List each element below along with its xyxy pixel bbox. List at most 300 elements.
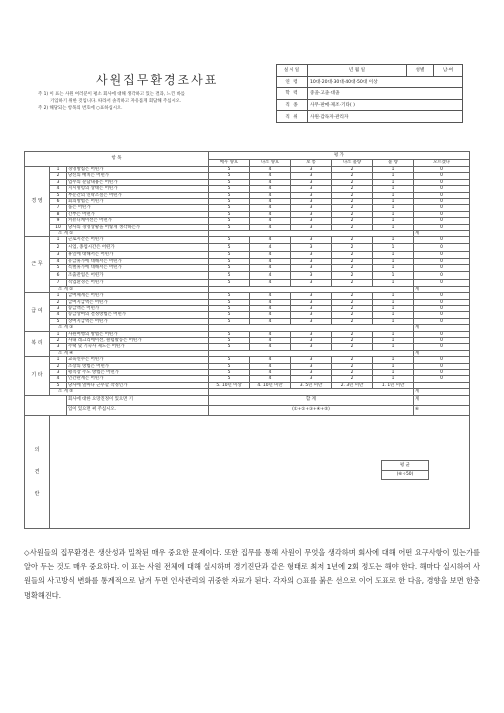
item-number: 8 — [50, 211, 67, 217]
score-option[interactable]: 1 — [373, 299, 414, 305]
item-text: 상여지급액은 어떤가 — [67, 318, 209, 324]
score-option[interactable]: 1 — [373, 205, 414, 211]
subtotal-total[interactable]: 계 — [414, 389, 470, 395]
score-option[interactable]: 3 — [291, 186, 332, 192]
score-option[interactable]: 5 — [209, 376, 250, 382]
score-option[interactable]: 0 — [414, 252, 470, 258]
score-option[interactable]: 0 — [414, 369, 470, 375]
rank-label: 직 위 — [277, 111, 308, 123]
score-option[interactable]: 3 — [291, 243, 332, 252]
item-number: 6 — [50, 271, 67, 280]
score-option[interactable]: 3 — [291, 280, 332, 286]
score-option[interactable]: 5 — [209, 271, 250, 280]
score-option[interactable]: 1 — [373, 167, 414, 173]
score-option[interactable]: 1 — [373, 173, 414, 179]
score-option[interactable]: 2 — [332, 369, 373, 375]
score-option[interactable]: 0 — [414, 167, 470, 173]
subtotal-label: 소 계 ③ — [50, 325, 209, 331]
scale-header: 모르겠다 — [414, 159, 470, 167]
subtotal-label: 소 계 ② — [50, 286, 209, 292]
score-option[interactable]: 0 — [414, 363, 470, 369]
score-option[interactable]: 2 — [332, 331, 373, 337]
score-option[interactable]: 3 — [291, 271, 332, 280]
score-option[interactable]: 1 — [373, 243, 414, 252]
item-text: 유급휴가에 대해서는 어떤가 — [67, 258, 209, 264]
subtotal-total[interactable]: 계 — [414, 325, 470, 331]
item-text: 커뮤니케이션은 어떤가 — [67, 218, 209, 224]
score-option[interactable]: 0 — [414, 224, 470, 230]
average-box — [381, 460, 429, 480]
item-text: 사내 레크리에이션, 클럽활동은 어떤가 — [67, 337, 209, 343]
score-option[interactable]: 0 — [414, 312, 470, 318]
score-option[interactable]: 1 — [373, 192, 414, 198]
score-option[interactable]: 2 — [332, 224, 373, 230]
item-number: 3 — [50, 252, 67, 258]
comment-line: 입이 있으면 써 주십시오. — [67, 405, 209, 415]
score-option[interactable]: 1. 1년 미만 — [373, 382, 414, 388]
score-option[interactable]: 2 — [332, 218, 373, 224]
score-option[interactable]: 5 — [209, 237, 250, 243]
score-option[interactable]: 5 — [209, 312, 250, 318]
item-number: 5 — [50, 382, 67, 388]
item-number: 9 — [50, 218, 67, 224]
score-option[interactable]: 2 — [332, 280, 373, 286]
item-number: 1 — [50, 357, 67, 363]
score-option[interactable]: 5 — [209, 363, 250, 369]
score-option[interactable]: 3 — [291, 205, 332, 211]
score-option[interactable]: 5 — [209, 211, 250, 217]
item-text: 경영방침은 어떤가 — [67, 167, 209, 173]
score-option[interactable]: 2 — [332, 167, 373, 173]
item-number: 1 — [50, 331, 67, 337]
item-text: 승급액은 어떤가 — [67, 305, 209, 311]
score-option[interactable]: 4 — [250, 173, 291, 179]
date-label: 실시일 — [277, 65, 308, 77]
score-option[interactable]: 3 — [291, 265, 332, 271]
score-option[interactable]: 1 — [373, 265, 414, 271]
score-option[interactable]: 5 — [209, 252, 250, 258]
score-option[interactable]: 2 — [332, 363, 373, 369]
item-number: 2 — [50, 363, 67, 369]
subtotal-total[interactable]: 계 — [414, 286, 470, 292]
score-option[interactable]: 5 — [209, 167, 250, 173]
score-option[interactable]: 4 — [250, 337, 291, 343]
score-option[interactable]: 4 — [250, 299, 291, 305]
score-option[interactable]: 2. 3년 미만 — [332, 382, 373, 388]
score-option[interactable]: 3 — [291, 357, 332, 363]
subtotal-label: 소 계 ⑤ — [50, 389, 209, 395]
score-option[interactable]: 0 — [414, 357, 470, 363]
instruction-line: 주 1) 이 표는 사원 여러분이 평소 회사에 대해 생각하고 있는 결과, 느낀 바를 — [38, 92, 186, 97]
scale-header: 불 량 — [373, 159, 414, 167]
score-option[interactable]: 0 — [414, 318, 470, 324]
score-option[interactable]: 0 — [414, 218, 470, 224]
subtotal-total[interactable]: 계 — [414, 350, 470, 356]
score-option[interactable]: 3 — [291, 167, 332, 173]
gender-label: 성별 — [407, 65, 434, 77]
section-label: 경 영 — [25, 167, 50, 237]
score-option[interactable]: 3 — [291, 312, 332, 318]
score-option[interactable]: 0 — [414, 186, 470, 192]
score-option[interactable]: 1 — [373, 211, 414, 217]
score-option[interactable]: 3 — [291, 218, 332, 224]
score-option[interactable]: 1 — [373, 271, 414, 280]
score-option[interactable]: 5 — [209, 192, 250, 198]
opinion-label-char: 견 — [34, 468, 40, 475]
item-text: 승급상여의 결정방법은 어떤가 — [67, 312, 209, 318]
respondent-info-table — [276, 64, 463, 123]
score-option[interactable]: 4 — [250, 344, 291, 350]
section-label: 근 무 — [25, 237, 50, 293]
score-option[interactable]: 4 — [250, 243, 291, 252]
subtotal-total[interactable]: 계 — [414, 231, 470, 237]
score-option[interactable]: 3 — [291, 331, 332, 337]
section-label: 기 타 — [25, 357, 50, 395]
score-option[interactable]: 4 — [250, 376, 291, 382]
item-number: 3 — [50, 179, 67, 185]
item-number: 6 — [50, 199, 67, 205]
item-text: 시업, 종업시간은 어떤가 — [67, 243, 209, 252]
score-option[interactable]: 5 — [209, 293, 250, 299]
score-option[interactable]: 0 — [414, 192, 470, 198]
score-option[interactable]: 2 — [332, 344, 373, 350]
age-label: 연 령 — [277, 76, 308, 88]
score-option[interactable]: 0 — [414, 258, 470, 264]
age-field[interactable]: 10대·20대·30대·40대·50대 이상 — [308, 76, 463, 88]
item-text: 당사에 얼마나 근무할 작정인가 — [67, 382, 209, 388]
scale-header: 매우 양호 — [209, 159, 250, 167]
score-option[interactable]: 5 — [209, 299, 250, 305]
score-option[interactable]: 4 — [250, 179, 291, 185]
score-option[interactable]: 2 — [332, 357, 373, 363]
score-option[interactable]: 1 — [373, 363, 414, 369]
score-option[interactable]: 0 — [414, 337, 470, 343]
item-number: 5 — [50, 192, 67, 198]
score-option[interactable]: 2 — [332, 192, 373, 198]
score-option[interactable]: 4 — [250, 258, 291, 264]
score-option[interactable]: 3 — [291, 318, 332, 324]
item-number: 10 — [50, 224, 67, 230]
average-label: 평 균 — [382, 461, 429, 471]
grand-total-formula: (①+②+③+④+⑤) — [209, 405, 414, 415]
score-option[interactable]: 1 — [373, 357, 414, 363]
section-label: 복 리 — [25, 331, 50, 357]
scale-header: 다소 양호 — [250, 159, 291, 167]
item-text: 사원여행의 방법은 어떤가 — [67, 331, 209, 337]
item-text: 간부는 어떤가 — [67, 211, 209, 217]
item-text: 조장의 방법은 어떤가 — [67, 363, 209, 369]
score-option[interactable]: 1 — [373, 218, 414, 224]
score-option[interactable]: 1 — [373, 179, 414, 185]
score-option[interactable]: 4 — [250, 305, 291, 311]
score-option[interactable]: 4 — [250, 167, 291, 173]
score-option[interactable]: 3 — [291, 173, 332, 179]
score-option[interactable]: 0 — [414, 199, 470, 205]
score-option[interactable]: 5 — [209, 305, 250, 311]
score-option[interactable]: 3 — [291, 337, 332, 343]
score-option[interactable]: 4 — [250, 186, 291, 192]
score-option[interactable]: 1 — [373, 186, 414, 192]
comment-row — [25, 405, 470, 415]
grand-total-mark[interactable]: 계 — [414, 395, 470, 405]
score-option[interactable]: 3 — [291, 252, 332, 258]
score-option[interactable]: 3 — [291, 179, 332, 185]
item-text: 주택 및 기숙사 제도는 어떤가 — [67, 344, 209, 350]
score-option[interactable]: 2 — [332, 243, 373, 252]
job-label: 직 종 — [277, 99, 308, 111]
score-option[interactable]: 1 — [373, 237, 414, 243]
score-option[interactable]: 5 — [209, 357, 250, 363]
grand-total-label: 합 계 — [209, 395, 414, 405]
score-option[interactable]: 2 — [332, 258, 373, 264]
instructions — [38, 91, 264, 112]
score-option[interactable]: 1 — [373, 331, 414, 337]
score-option[interactable]: 1 — [373, 369, 414, 375]
score-option[interactable]: 2 — [332, 252, 373, 258]
opinion-label — [25, 415, 50, 528]
item-text: 당사의 경영상황을 어떻게 생각하는가 — [67, 224, 209, 230]
item-text: 휴일에 대해서는 어떤가 — [67, 252, 209, 258]
item-text: 품은 어떤가 — [67, 205, 209, 211]
job-field[interactable]: 사무·판매·제조·기타( ) — [308, 99, 463, 111]
description-paragraph: ◇사원들의 집무환경은 생산성과 밀착된 매우 중요한 문제이다. 또한 집무를 통해 사원이 무엇을 생각하며 회사에 대해 어떤 요구사항이 있는가를 알아 두는 것도 매우 중요하다. 이 표는 사원 전체에 대해 실시하며 경기진단과 같은 형태로 최저 1년에 2회 정도는 해야 한다. 해마다 실시하여 사원들의 사고방식 변화를 통계적으로 남겨 두면 인사관리의 귀중한 자료가 된다. 각자의 ○표를 붉은 선으로 이어 도표로 한 다음, 경향을 보면 한층 명확해진다. — [24, 548, 480, 600]
subtotal-label: 소 계 ① — [50, 231, 209, 237]
item-text: 특별휴가에 대해서는 어떤가 — [67, 265, 209, 271]
score-option[interactable]: 0 — [414, 344, 470, 350]
item-number: 7 — [50, 280, 67, 286]
score-option[interactable]: 4 — [250, 199, 291, 205]
score-option[interactable]: 2 — [332, 199, 373, 205]
item-number: 4 — [50, 376, 67, 382]
average-formula: (⑥÷50) — [382, 470, 429, 480]
score-option[interactable]: 4 — [250, 218, 291, 224]
comment-line: 회사에 대한 요망진정이 있으면 기 — [67, 395, 209, 405]
score-option[interactable]: 0 — [414, 280, 470, 286]
score-option[interactable]: 2 — [332, 237, 373, 243]
score-option[interactable]: 2 — [332, 337, 373, 343]
header-row — [25, 152, 470, 160]
item-number: 7 — [50, 205, 67, 211]
score-option[interactable]: 1 — [373, 258, 414, 264]
score-option[interactable]: 3 — [291, 211, 332, 217]
score-option[interactable]: 2 — [332, 299, 373, 305]
item-number: 1 — [50, 167, 67, 173]
item-text: 회의방법은 어떤가 — [67, 199, 209, 205]
score-option[interactable]: 0 — [414, 179, 470, 185]
comment-blank — [25, 395, 67, 415]
item-text: 평직장 주도 방법은 어떤가 — [67, 369, 209, 375]
score-option[interactable]: 1 — [373, 293, 414, 299]
score-option[interactable]: 4 — [250, 192, 291, 198]
item-text: 급여지급액은 어떤가 — [67, 299, 209, 305]
score-option[interactable]: 5. 10년 이상 — [209, 382, 250, 388]
item-text: 급여체계는 어떤가 — [67, 293, 209, 299]
item-text: 조출잔업은 어떤가 — [67, 271, 209, 280]
score-option[interactable]: 2 — [332, 271, 373, 280]
score-option[interactable]: 4 — [250, 237, 291, 243]
score-option[interactable]: 5 — [209, 344, 250, 350]
page-title: 사원집무환경조사표 — [96, 73, 219, 87]
score-option[interactable]: 4 — [250, 224, 291, 230]
score-option[interactable]: 5 — [209, 218, 250, 224]
item-number: 1 — [50, 293, 67, 299]
score-option[interactable]: 0 — [414, 205, 470, 211]
education-field[interactable]: 중졸·고졸·대졸 — [308, 88, 463, 100]
rank-field[interactable]: 사원·감독자·관리자 — [308, 111, 463, 123]
item-number: 2 — [50, 337, 67, 343]
score-option[interactable]: 2 — [332, 173, 373, 179]
table-row — [25, 271, 470, 280]
score-option[interactable]: 1 — [373, 318, 414, 324]
score-option[interactable]: 4 — [250, 252, 291, 258]
score-option[interactable]: 5 — [209, 318, 250, 324]
item-header: 항 목 — [25, 152, 209, 167]
score-option[interactable]: 5 — [209, 179, 250, 185]
score-option[interactable]: 3 — [291, 199, 332, 205]
item-text: 인간관계는 어떤가 — [67, 376, 209, 382]
subtotal-label: 소 계 ④ — [50, 350, 209, 356]
opinion-label-char: 란 — [34, 490, 40, 497]
score-option[interactable]: 5 — [209, 331, 250, 337]
score-option[interactable]: 4 — [250, 369, 291, 375]
score-option[interactable]: 2 — [332, 205, 373, 211]
grand-total-number: ⑥ — [414, 405, 470, 415]
item-number: 4 — [50, 258, 67, 264]
score-option[interactable]: 0 — [414, 265, 470, 271]
score-option[interactable]: 5 — [209, 199, 250, 205]
item-number: 2 — [50, 243, 67, 252]
score-option[interactable]: 0 — [414, 243, 470, 252]
score-option[interactable]: 4 — [250, 312, 291, 318]
score-option[interactable]: 1 — [373, 312, 414, 318]
score-option[interactable]: 3 — [291, 258, 332, 264]
score-option[interactable]: 1 — [373, 344, 414, 350]
score-option[interactable]: 3 — [291, 305, 332, 311]
score-option[interactable]: 4 — [250, 280, 291, 286]
score-option[interactable]: 4 — [250, 331, 291, 337]
score-option[interactable]: 0 — [414, 293, 470, 299]
score-option[interactable]: 2 — [332, 312, 373, 318]
score-option[interactable]: 0 — [414, 237, 470, 243]
item-text: 당신의 배치는 어떤가 — [67, 173, 209, 179]
instruction-line: 기입하기 위한 것입니다. 따라서 솔직하고 자유롭게 회답해 주십시오. — [50, 99, 182, 104]
date-field[interactable]: 년 월 일 — [308, 65, 407, 77]
score-option[interactable]: 3 — [291, 299, 332, 305]
score-option[interactable]: 5 — [209, 205, 250, 211]
score-option[interactable]: 5 — [209, 337, 250, 343]
score-option[interactable]: 4 — [250, 293, 291, 299]
item-number: 5 — [50, 265, 67, 271]
score-option[interactable]: 3 — [291, 192, 332, 198]
score-option[interactable]: 3 — [291, 376, 332, 382]
score-option[interactable]: 5 — [209, 369, 250, 375]
item-number: 3 — [50, 369, 67, 375]
score-option[interactable]: 3 — [291, 293, 332, 299]
score-option[interactable]: 0 — [414, 305, 470, 311]
score-option[interactable]: 1 — [373, 252, 414, 258]
score-option[interactable]: 1 — [373, 224, 414, 230]
item-number: 4 — [50, 186, 67, 192]
score-option[interactable]: 3. 5년 미만 — [291, 382, 332, 388]
score-option[interactable]: 1 — [373, 280, 414, 286]
instruction-line: 주 2) 해당되는 항목의 번호에 ○표하십시오. — [38, 106, 123, 111]
score-option[interactable]: 0 — [414, 299, 470, 305]
item-text: 교육연수는 어떤가 — [67, 357, 209, 363]
score-option[interactable]: 5 — [209, 265, 250, 271]
education-label: 학 력 — [277, 88, 308, 100]
score-option[interactable]: 2 — [332, 211, 373, 217]
item-text: 부문간의 연락조절은 어떤가 — [67, 192, 209, 198]
score-option[interactable]: 2 — [332, 305, 373, 311]
item-text: 근로시간은 어떤가 — [67, 237, 209, 243]
item-number: 2 — [50, 173, 67, 179]
score-option[interactable]: 1 — [373, 376, 414, 382]
score-option[interactable]: 5 — [209, 186, 250, 192]
item-number: 1 — [50, 237, 67, 243]
score-option[interactable]: 5 — [209, 224, 250, 230]
evaluation-header: 평 가 — [209, 152, 470, 160]
score-option[interactable]: 2 — [332, 179, 373, 185]
score-option[interactable]: 2 — [332, 265, 373, 271]
item-text: 직업환경은 어떤가 — [67, 280, 209, 286]
item-text: 지시명령의 상태는 어떤가 — [67, 186, 209, 192]
scale-header: 다소 불량 — [332, 159, 373, 167]
score-option[interactable]: 4 — [250, 318, 291, 324]
score-option[interactable]: 5 — [209, 258, 250, 264]
score-option[interactable]: 2 — [332, 186, 373, 192]
score-option[interactable]: 4 — [250, 357, 291, 363]
gender-field[interactable]: 남·여 — [434, 65, 463, 77]
score-option[interactable]: 3 — [291, 363, 332, 369]
item-number: 4 — [50, 312, 67, 318]
item-number: 3 — [50, 344, 67, 350]
score-option[interactable]: 4 — [250, 211, 291, 217]
score-option[interactable]: 1 — [373, 305, 414, 311]
table-row — [25, 243, 470, 252]
score-option[interactable]: 3 — [291, 344, 332, 350]
score-option[interactable]: 4. 10년 미만 — [250, 382, 291, 388]
comment-row — [25, 395, 470, 405]
score-option[interactable]: 4 — [250, 363, 291, 369]
score-option[interactable]: 0 — [414, 211, 470, 217]
score-option[interactable]: 1 — [373, 199, 414, 205]
score-option[interactable]: 4 — [250, 205, 291, 211]
score-option[interactable]: 4 — [250, 271, 291, 280]
score-option[interactable]: 0 — [414, 173, 470, 179]
score-option[interactable]: 3 — [291, 237, 332, 243]
score-option[interactable]: 5 — [209, 173, 250, 179]
score-option[interactable]: 3 — [291, 224, 332, 230]
score-option[interactable]: 3 — [291, 369, 332, 375]
item-number: 5 — [50, 318, 67, 324]
score-option[interactable]: 1 — [373, 337, 414, 343]
section-label: 급 여 — [25, 293, 50, 331]
score-option[interactable]: 4 — [250, 265, 291, 271]
score-option[interactable]: 0 — [414, 376, 470, 382]
score-option[interactable]: 0 — [414, 271, 470, 280]
scale-header: 보 통 — [291, 159, 332, 167]
score-option[interactable]: 2 — [332, 293, 373, 299]
score-option[interactable]: 2 — [332, 376, 373, 382]
score-option[interactable]: 5 — [209, 243, 250, 252]
item-number: 3 — [50, 305, 67, 311]
score-option[interactable]: 5 — [209, 280, 250, 286]
score-option[interactable]: 2 — [332, 318, 373, 324]
opinion-label-char: 의 — [34, 446, 40, 453]
item-text: 업무의 분담내용은 어떤가 — [67, 179, 209, 185]
item-number: 2 — [50, 299, 67, 305]
score-option[interactable]: 0 — [414, 331, 470, 337]
